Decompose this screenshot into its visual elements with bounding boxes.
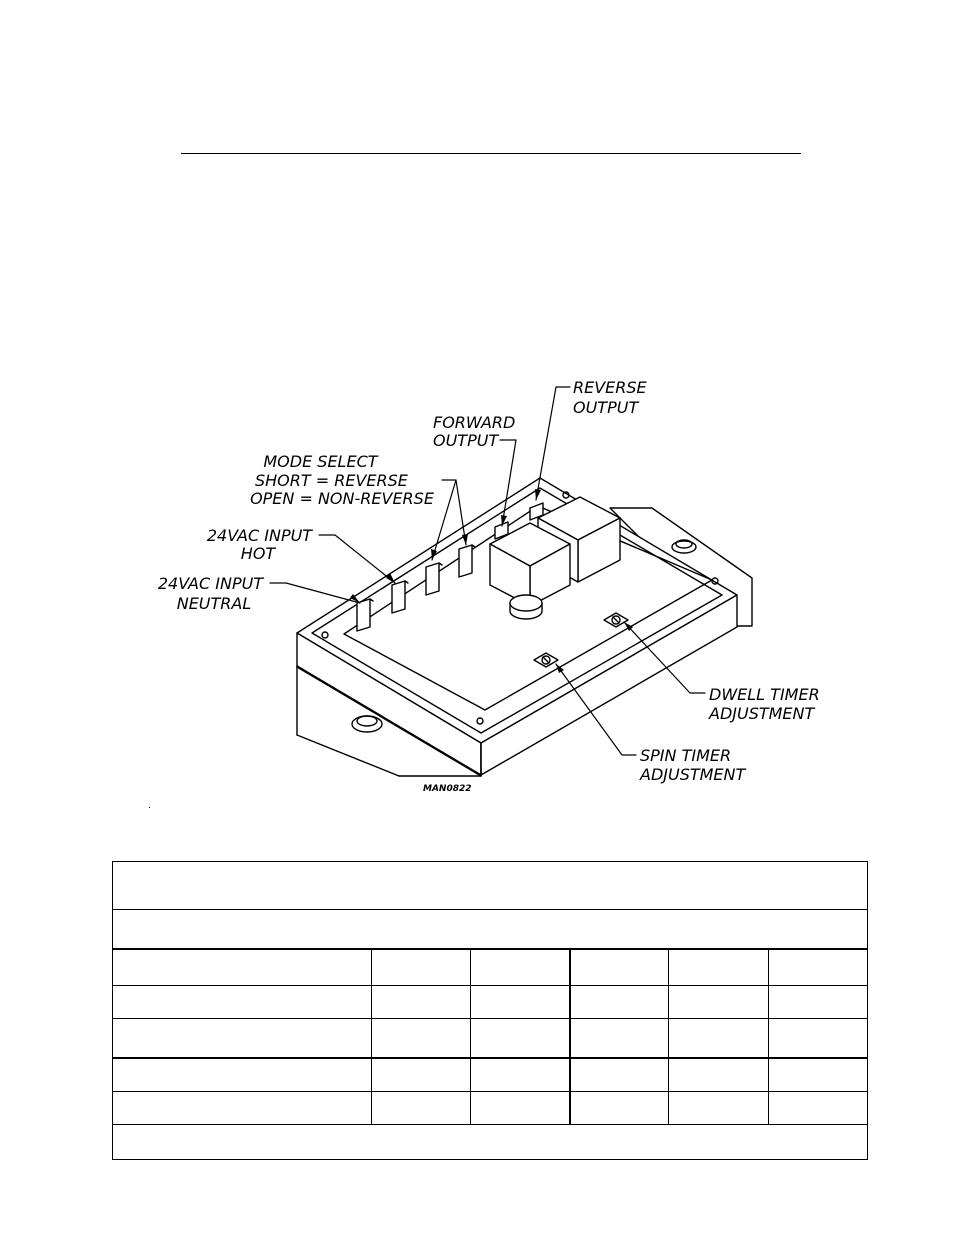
- input-neutral-label: 24VAC INPUT NEUTRAL: [157, 574, 264, 613]
- forward-output-label: FORWARD OUTPUT: [433, 413, 516, 450]
- table-cell: [372, 1092, 471, 1125]
- table-cell: [372, 949, 471, 986]
- drawing-code: MAN0822: [423, 784, 472, 794]
- table-row: [113, 1092, 868, 1125]
- table-cell: [669, 949, 769, 986]
- table-cell: [471, 1092, 570, 1125]
- table-cell: [372, 1019, 471, 1059]
- table-cell: [113, 1058, 372, 1092]
- table-cell: [113, 986, 372, 1019]
- input-hot-label: 24VAC INPUT HOT: [206, 526, 313, 563]
- dwell-timer-label: DWELL TIMER ADJUSTMENT: [709, 685, 820, 723]
- table-cell: [769, 986, 868, 1019]
- table-title-row: [113, 862, 868, 910]
- table-row: [113, 1058, 868, 1092]
- table-cell: [769, 1092, 868, 1125]
- table-cell: [769, 1019, 868, 1059]
- table-cell: [769, 949, 868, 986]
- table-row: [113, 986, 868, 1019]
- table-cell: [570, 1058, 669, 1092]
- table-cell: [471, 1058, 570, 1092]
- table-cell: [570, 1092, 669, 1125]
- table-cell: [113, 949, 372, 986]
- table-cell: [570, 986, 669, 1019]
- spec-table: [112, 861, 868, 1160]
- table-cell: [113, 1019, 372, 1059]
- table-cell: [669, 1092, 769, 1125]
- table-cell: [669, 1058, 769, 1092]
- table-row: [113, 1019, 868, 1059]
- capacitor: [510, 595, 542, 619]
- table-cell: [471, 1019, 570, 1059]
- table-cell: [570, 1019, 669, 1059]
- table-cell: [372, 986, 471, 1019]
- table-cell: [669, 986, 769, 1019]
- mode-select-label: MODE SELECT SHORT = REVERSE OPEN = NON-REVERSE: [250, 452, 434, 508]
- stray-mark: [149, 807, 150, 808]
- table-cell: [113, 1092, 372, 1125]
- table-cell: [113, 910, 868, 950]
- reverse-output-label: REVERSE OUTPUT: [573, 378, 647, 417]
- table-cell: [570, 949, 669, 986]
- table-cell: [113, 862, 868, 910]
- table-footer-row: [113, 1125, 868, 1160]
- table-cell: [669, 1019, 769, 1059]
- table-cell: [471, 949, 570, 986]
- table-cell: [113, 1125, 868, 1160]
- table-cell: [471, 986, 570, 1019]
- table-cell: [769, 1058, 868, 1092]
- spin-timer-label: SPIN TIMER ADJUSTMENT: [640, 746, 746, 784]
- left-flange-hole: [352, 716, 382, 732]
- table-row: [113, 949, 868, 986]
- table-cell: [372, 1058, 471, 1092]
- table-subtitle-row: [113, 910, 868, 950]
